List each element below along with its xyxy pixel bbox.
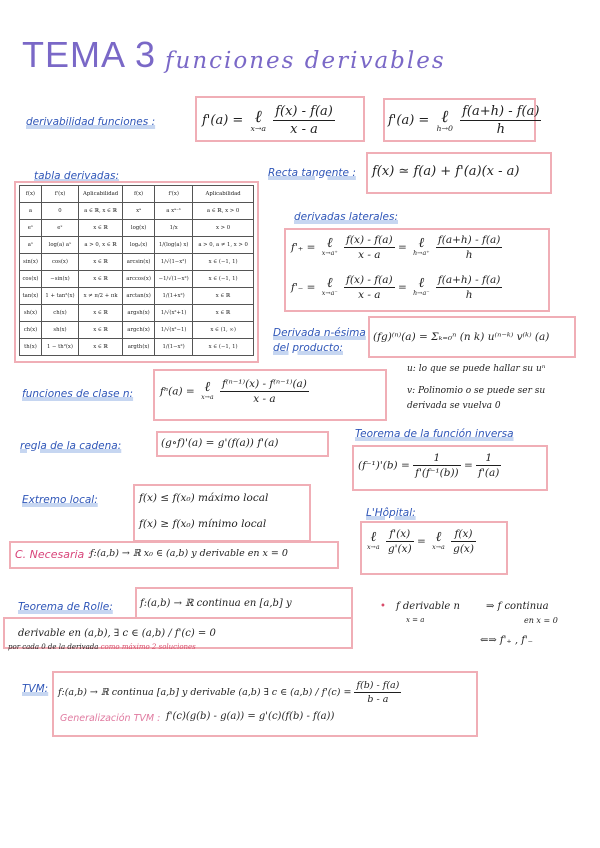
formula-rolle-line1: f:(a,b) → ℝ continua en [a,b] y <box>140 598 292 609</box>
table-cell: a <box>20 203 42 220</box>
table-header: Aplicabilidad <box>193 186 254 203</box>
table-cell: xᵃ <box>123 203 155 220</box>
note-derivable-x: x = a <box>406 616 425 624</box>
table-cell: a ∈ ℝ, x ∈ ℝ <box>79 203 123 220</box>
table-cell: −1/√(1−x²) <box>155 271 193 288</box>
table-cell: x ∈ (1, ∞) <box>193 322 254 339</box>
table-cell: argsh(x) <box>123 305 155 322</box>
label-tvm: TVM: <box>22 683 49 695</box>
table-cell: x ∈ ℝ <box>79 254 123 271</box>
note-continua-x: en x = 0 <box>524 616 558 625</box>
formula-derivada-alternativa: f'(a) = ℓ h→0 $\frac{f(a+h) - f(a)}{h}$ <box>388 104 540 137</box>
table-header: f(x) <box>20 186 42 203</box>
table-cell: cos(x) <box>20 271 42 288</box>
label-tabla-derivadas: tabla derivadas: <box>34 170 120 182</box>
table-cell: x ∈ (−1, 1) <box>193 339 254 356</box>
note-continua: ⇒ f continua <box>486 601 549 612</box>
table-cell: 1 − th²(x) <box>41 339 78 356</box>
table-cell: ch(x) <box>41 305 78 322</box>
note-derivable-n: f derivable n <box>396 601 460 612</box>
table-cell: a > 0, x ∈ ℝ <box>79 237 123 254</box>
table-cell: arctan(x) <box>123 288 155 305</box>
table-row <box>20 237 254 254</box>
table-cell: cos(x) <box>41 254 78 271</box>
table-cell: tan(x) <box>20 288 42 305</box>
page-subtitle: funciones derivables <box>165 48 446 74</box>
label-derivadas-laterales: derivadas laterales: <box>294 211 398 223</box>
bullet-icon: • <box>380 601 386 612</box>
table-cell: eˣ <box>20 220 42 237</box>
formula-maximo-local: f(x) ≤ f(x₀) máximo local <box>139 492 269 504</box>
table-cell: log(a) aˣ <box>41 237 78 254</box>
table-header: f'(x) <box>41 186 78 203</box>
table-cell: argth(x) <box>123 339 155 356</box>
derivatives-table <box>19 185 254 356</box>
table-cell: −sin(x) <box>41 271 78 288</box>
table-cell: x ∈ (−1, 1) <box>193 254 254 271</box>
table-row <box>20 203 254 220</box>
label-derivada-nesima: Derivada n-ésima <box>273 327 366 339</box>
label-derivabilidad: derivabilidad funciones : <box>26 116 156 128</box>
note-laterales: ⇐⇒ f'₊ , f'₋ <box>480 635 533 646</box>
table-header-row <box>20 186 254 203</box>
table-header: Aplicabilidad <box>79 186 123 203</box>
label-funciones-clase-n: funciones de clase n: <box>22 388 134 400</box>
table-cell: x ∈ ℝ <box>79 271 123 288</box>
table-cell: argch(x) <box>123 322 155 339</box>
table-row <box>20 305 254 322</box>
label-regla-cadena: regla de la cadena: <box>20 440 122 452</box>
table-cell: 1/(1+x²) <box>155 288 193 305</box>
label-recta-tangente: Recta tangente : <box>268 167 356 179</box>
table-cell: x ≠ π/2 + πk <box>79 288 123 305</box>
table-row <box>20 288 254 305</box>
table-header: f'(x) <box>155 186 193 203</box>
table-cell: x > 0 <box>193 220 254 237</box>
table-cell: x ∈ ℝ <box>79 305 123 322</box>
formula-derivada-lateral-derecha: f'₊ = ℓ x→a⁺ $\frac{f(x) - f(a)}{x - a}$ = ℓ h→a⁺ $\frac{f(a+h) - f(a)}{h}$ <box>291 234 501 261</box>
note-rolle-derivada: por cada 0 de la derivada como máximo 2 soluciones <box>8 643 196 651</box>
table-cell: 1/x <box>155 220 193 237</box>
label-condicion-necesaria: C. Necesaria : <box>15 548 92 561</box>
table-cell: a ∈ ℝ, x > 0 <box>193 203 254 220</box>
table-row <box>20 254 254 271</box>
table-cell: x ∈ ℝ <box>193 305 254 322</box>
label-lhopital: L'Hôpital: <box>366 507 416 519</box>
formula-rolle-line2: derivable en (a,b), ∃ c ∈ (a,b) / f'(c) = 0 <box>18 628 216 639</box>
table-cell: th(x) <box>20 339 42 356</box>
table-cell: x ∈ ℝ <box>79 220 123 237</box>
table-row <box>20 220 254 237</box>
table-cell: 1/(log(a) x) <box>155 237 193 254</box>
formula-derivada-lateral-izquierda: f'₋ = ℓ x→a⁻ $\frac{f(x) - f(a)}{x - a}$ = ℓ h→a⁻ $\frac{f(a+h) - f(a)}{h}$ <box>291 274 501 301</box>
table-cell: x ∈ ℝ <box>79 322 123 339</box>
formula-funcion-inversa: (f⁻¹)'(b) = $\frac{1}{\text{f'(f⁻¹(b))}}$ = $\frac{1}{f'(a)}$ <box>358 452 500 479</box>
table-cell: eˣ <box>41 220 78 237</box>
table-cell: 1/(1−x²) <box>155 339 193 356</box>
table-cell: a xᵃ⁻¹ <box>155 203 193 220</box>
table-cell: x ∈ ℝ <box>79 339 123 356</box>
table-cell: 1/√(x²+1) <box>155 305 193 322</box>
table-cell: a > 0, a ≠ 1, x > 0 <box>193 237 254 254</box>
table-cell: arcsin(x) <box>123 254 155 271</box>
formula-recta-tangente: f(x) ≃ f(a) + f'(a)(x - a) <box>372 164 520 179</box>
table-row <box>20 271 254 288</box>
note-leibniz-v1: v: Polinomio o se puede ser su <box>407 386 546 396</box>
note-leibniz-v2: derivada se vuelva 0 <box>407 401 501 411</box>
table-cell: 1 + tan²(x) <box>41 288 78 305</box>
table-cell: x ∈ ℝ <box>193 288 254 305</box>
table-cell: sin(x) <box>20 254 42 271</box>
formula-leibniz: (fg)⁽ⁿ⁾(a) = Σₖ₌₀ⁿ (n k) u⁽ⁿ⁻ᵏ⁾ v⁽ᵏ⁾ (a) <box>373 331 550 343</box>
formula-derivada-definicion: f'(a) = ℓ x→a $\frac{f(x) - f(a)}{x - a}$ <box>202 104 333 137</box>
table-cell: arccos(x) <box>123 271 155 288</box>
table-header: f(x) <box>123 186 155 203</box>
formula-tvm: f:(a,b) → ℝ continua [a,b] y derivable (a,b) ∃ c ∈ (a,b) / f'(c) = $\frac{f(b) - f(a)}{b - a}$ <box>58 680 400 705</box>
table-cell: 1/√(1−x²) <box>155 254 193 271</box>
table-row <box>20 322 254 339</box>
table-cell: sh(x) <box>41 322 78 339</box>
label-del-producto: del producto: <box>273 342 343 354</box>
label-teorema-rolle: Teorema de Rolle: <box>18 601 113 613</box>
formula-lhopital: ℓ x→a $\frac{f'(x)}{g'(x)}$ = ℓ x→a $\frac{f(x)}{g(x)}$ <box>367 528 474 555</box>
formula-funciones-clase-n: fⁿ(a) = ℓ x→a $\frac{\text{f⁽ⁿ⁻¹⁾(x) - f⁽ⁿ⁻¹⁾(a)}}{x - a}$ <box>160 378 307 405</box>
note-leibniz-u: u: lo que se puede hallar su uⁿ <box>407 364 546 374</box>
table-cell: x ∈ (−1, 1) <box>193 271 254 288</box>
label-generalizacion-tvm: Generalización TVM : <box>60 713 161 724</box>
label-funcion-inversa: Teorema de la función inversa <box>355 428 514 440</box>
table-cell: ch(x) <box>20 322 42 339</box>
table-row <box>20 339 254 356</box>
table-cell: 1/√(x²−1) <box>155 322 193 339</box>
table-cell: logₐ(x) <box>123 237 155 254</box>
table-cell: aˣ <box>20 237 42 254</box>
formula-regla-cadena: (g∘f)'(a) = g'(f(a)) f'(a) <box>161 437 279 449</box>
table-cell: sh(x) <box>20 305 42 322</box>
formula-minimo-local: f(x) ≥ f(x₀) mínimo local <box>139 518 267 530</box>
table-cell: 0 <box>41 203 78 220</box>
label-extremo-local: Extremo local: <box>22 494 98 506</box>
formula-generalizacion-tvm: f'(c)(g(b) - g(a)) = g'(c)(f(b) - f(a)) <box>166 711 335 722</box>
page-title: TEMA 3 <box>22 34 157 75</box>
formula-condicion-necesaria: f:(a,b) → ℝ x₀ ∈ (a,b) y derivable en x = 0 <box>90 548 288 559</box>
table-cell: log(x) <box>123 220 155 237</box>
